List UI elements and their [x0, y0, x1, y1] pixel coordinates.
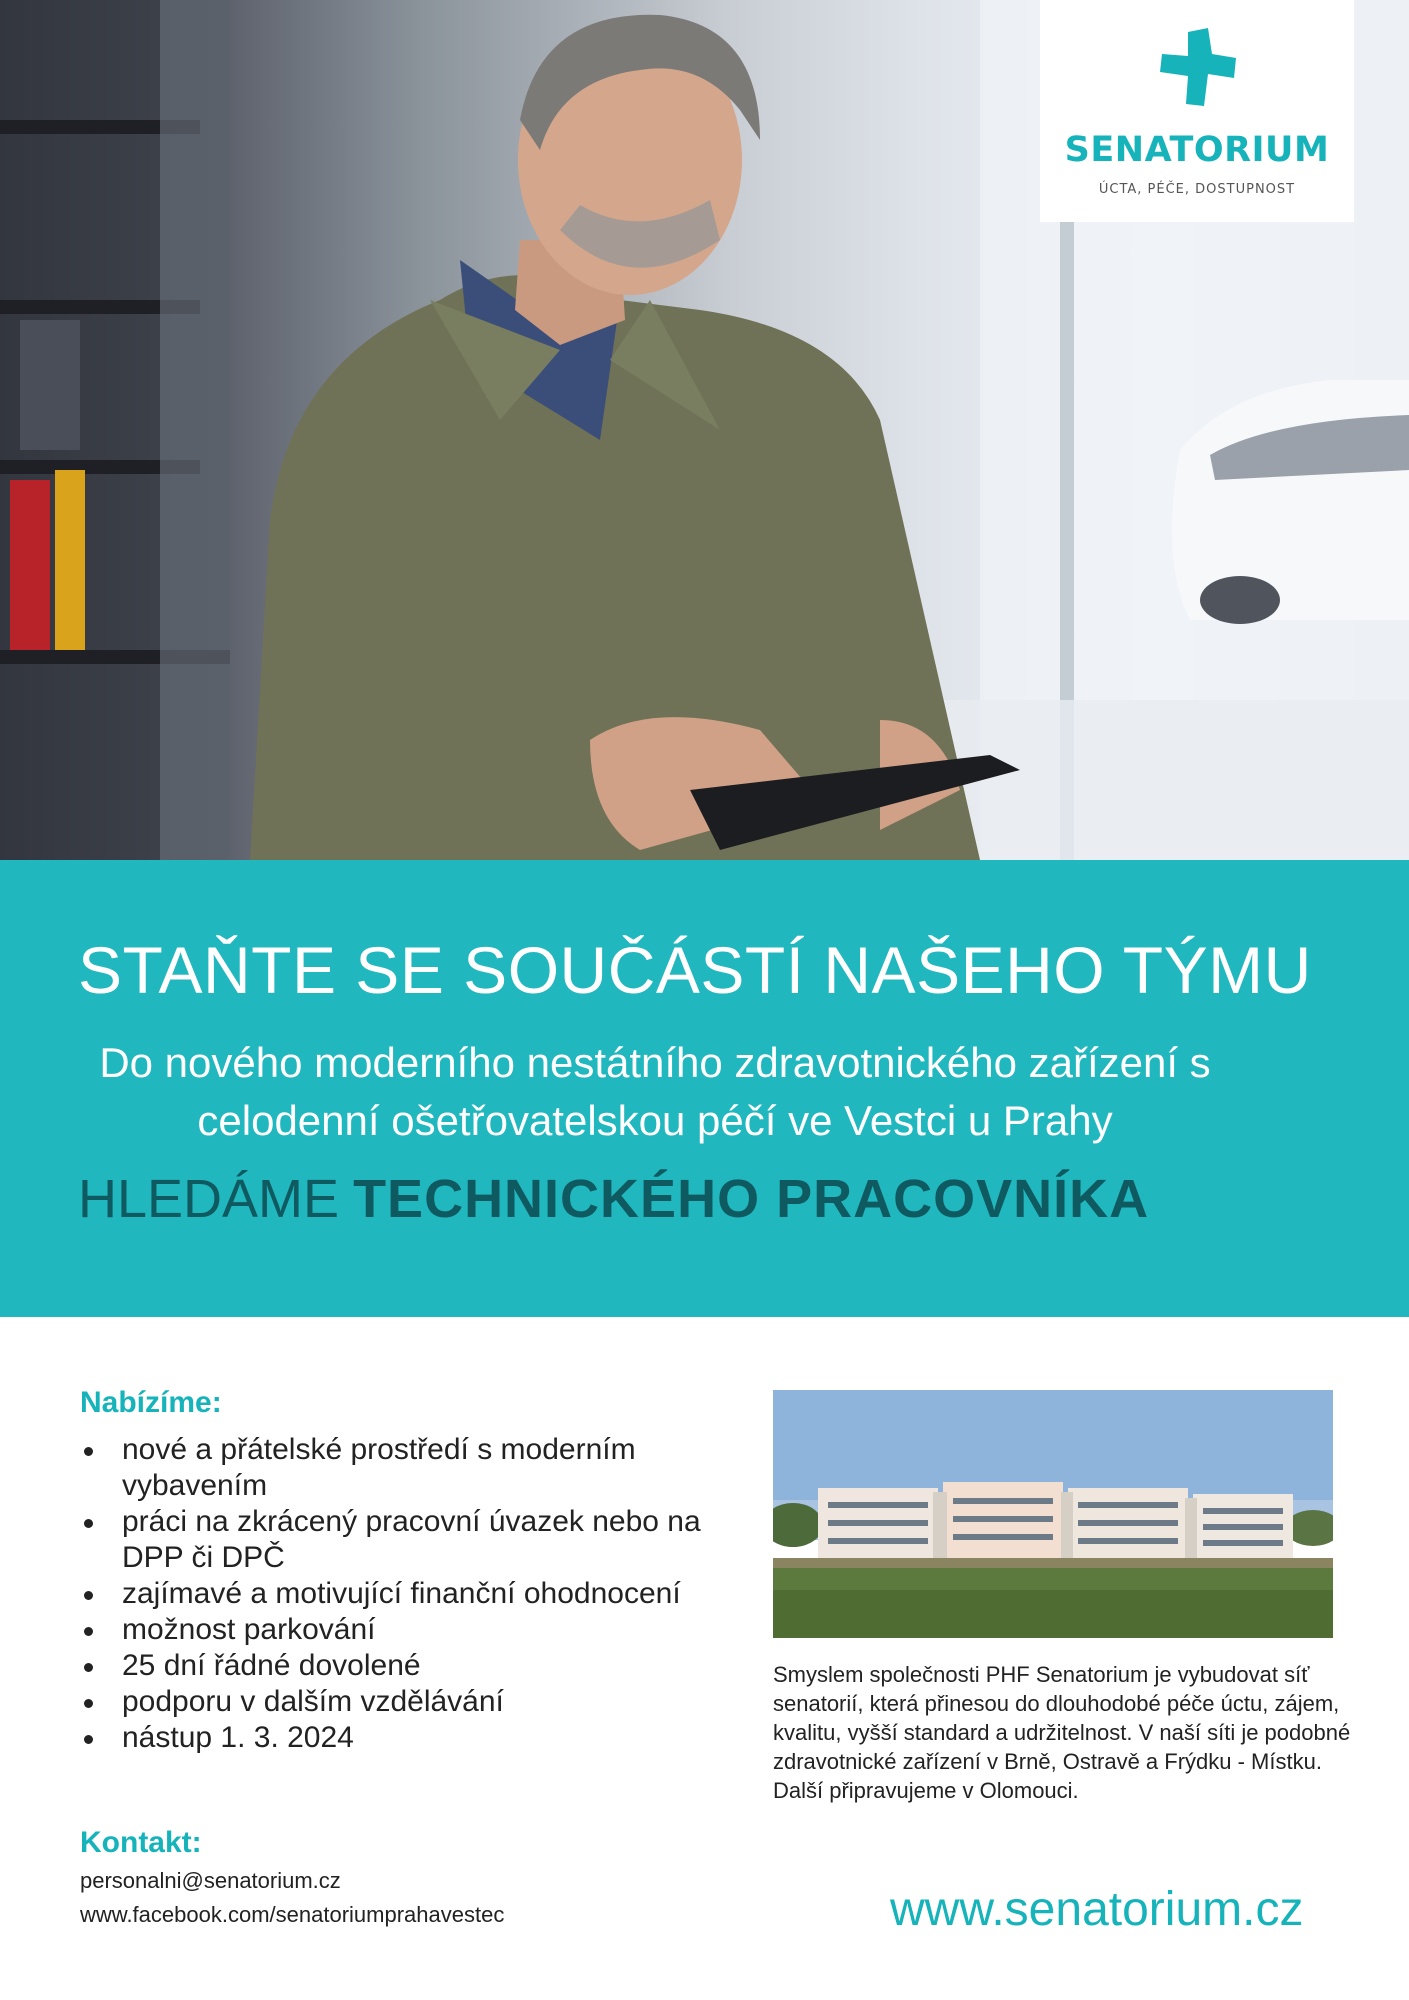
building-photo	[773, 1390, 1333, 1638]
contact-heading: Kontakt:	[80, 1826, 202, 1859]
headline-banner	[0, 860, 1409, 1317]
list-item: podporu v dalším vzdělávání	[80, 1684, 720, 1720]
list-item: nové a přátelské prostředí s moderním vybavením	[80, 1432, 720, 1504]
contact-facebook-link[interactable]: www.facebook.com/senatoriumprahavestec	[80, 1902, 505, 1927]
senatorium-cross-icon	[1158, 28, 1238, 108]
hero-photo	[0, 0, 1409, 860]
position-title: TECHNICKÉHO PRACOVNÍKA	[353, 1169, 1150, 1229]
banner-subtitle	[0, 1034, 1310, 1150]
about-text: Smyslem společnosti PHF Senatorium je vybudovat síť senatorií, která přinesou do dlouhodobé péče úctu, zájem, kvalitu, vyšší standard a udržitelnost. V naší síti je podobné zdravotnické zařízení v Brně, Ostravě a Frýdku - Místku. Další připravujeme v Olomouci.	[773, 1662, 1351, 1803]
building-photo-illustration	[773, 1390, 1333, 1638]
position-heading	[78, 1168, 1149, 1230]
offer-list	[80, 1432, 720, 1756]
banner-subtitle-line1: Do nového moderního nestátního zdravotnického zařízení s	[99, 1039, 1211, 1086]
list-item: nástup 1. 3. 2024	[80, 1720, 720, 1756]
list-item: 25 dní řádné dovolené	[80, 1648, 720, 1684]
banner-title: STAŇTE SE SOUČÁSTÍ NAŠEHO TÝMU	[78, 933, 1312, 1007]
logo-tagline: ÚCTA, PÉČE, DOSTUPNOST	[1098, 182, 1296, 197]
logo-card	[1040, 0, 1354, 222]
contact-email-link[interactable]: personalni@senatorium.cz	[80, 1868, 341, 1893]
list-item: zajímavé a motivující finanční ohodnocení	[80, 1576, 720, 1612]
seek-prefix: HLEDÁME	[78, 1169, 340, 1229]
website-link[interactable]: www.senatorium.cz	[890, 1883, 1304, 1936]
list-item: možnost parkování	[80, 1612, 720, 1648]
offer-heading: Nabízíme:	[80, 1386, 222, 1419]
list-item: práci na zkrácený pracovní úvazek nebo na DPP či DPČ	[80, 1504, 720, 1576]
logo-name: SENATORIUM	[1064, 130, 1330, 170]
banner-subtitle-line2: celodenní ošetřovatelskou péčí ve Vestci u Prahy	[197, 1097, 1113, 1144]
